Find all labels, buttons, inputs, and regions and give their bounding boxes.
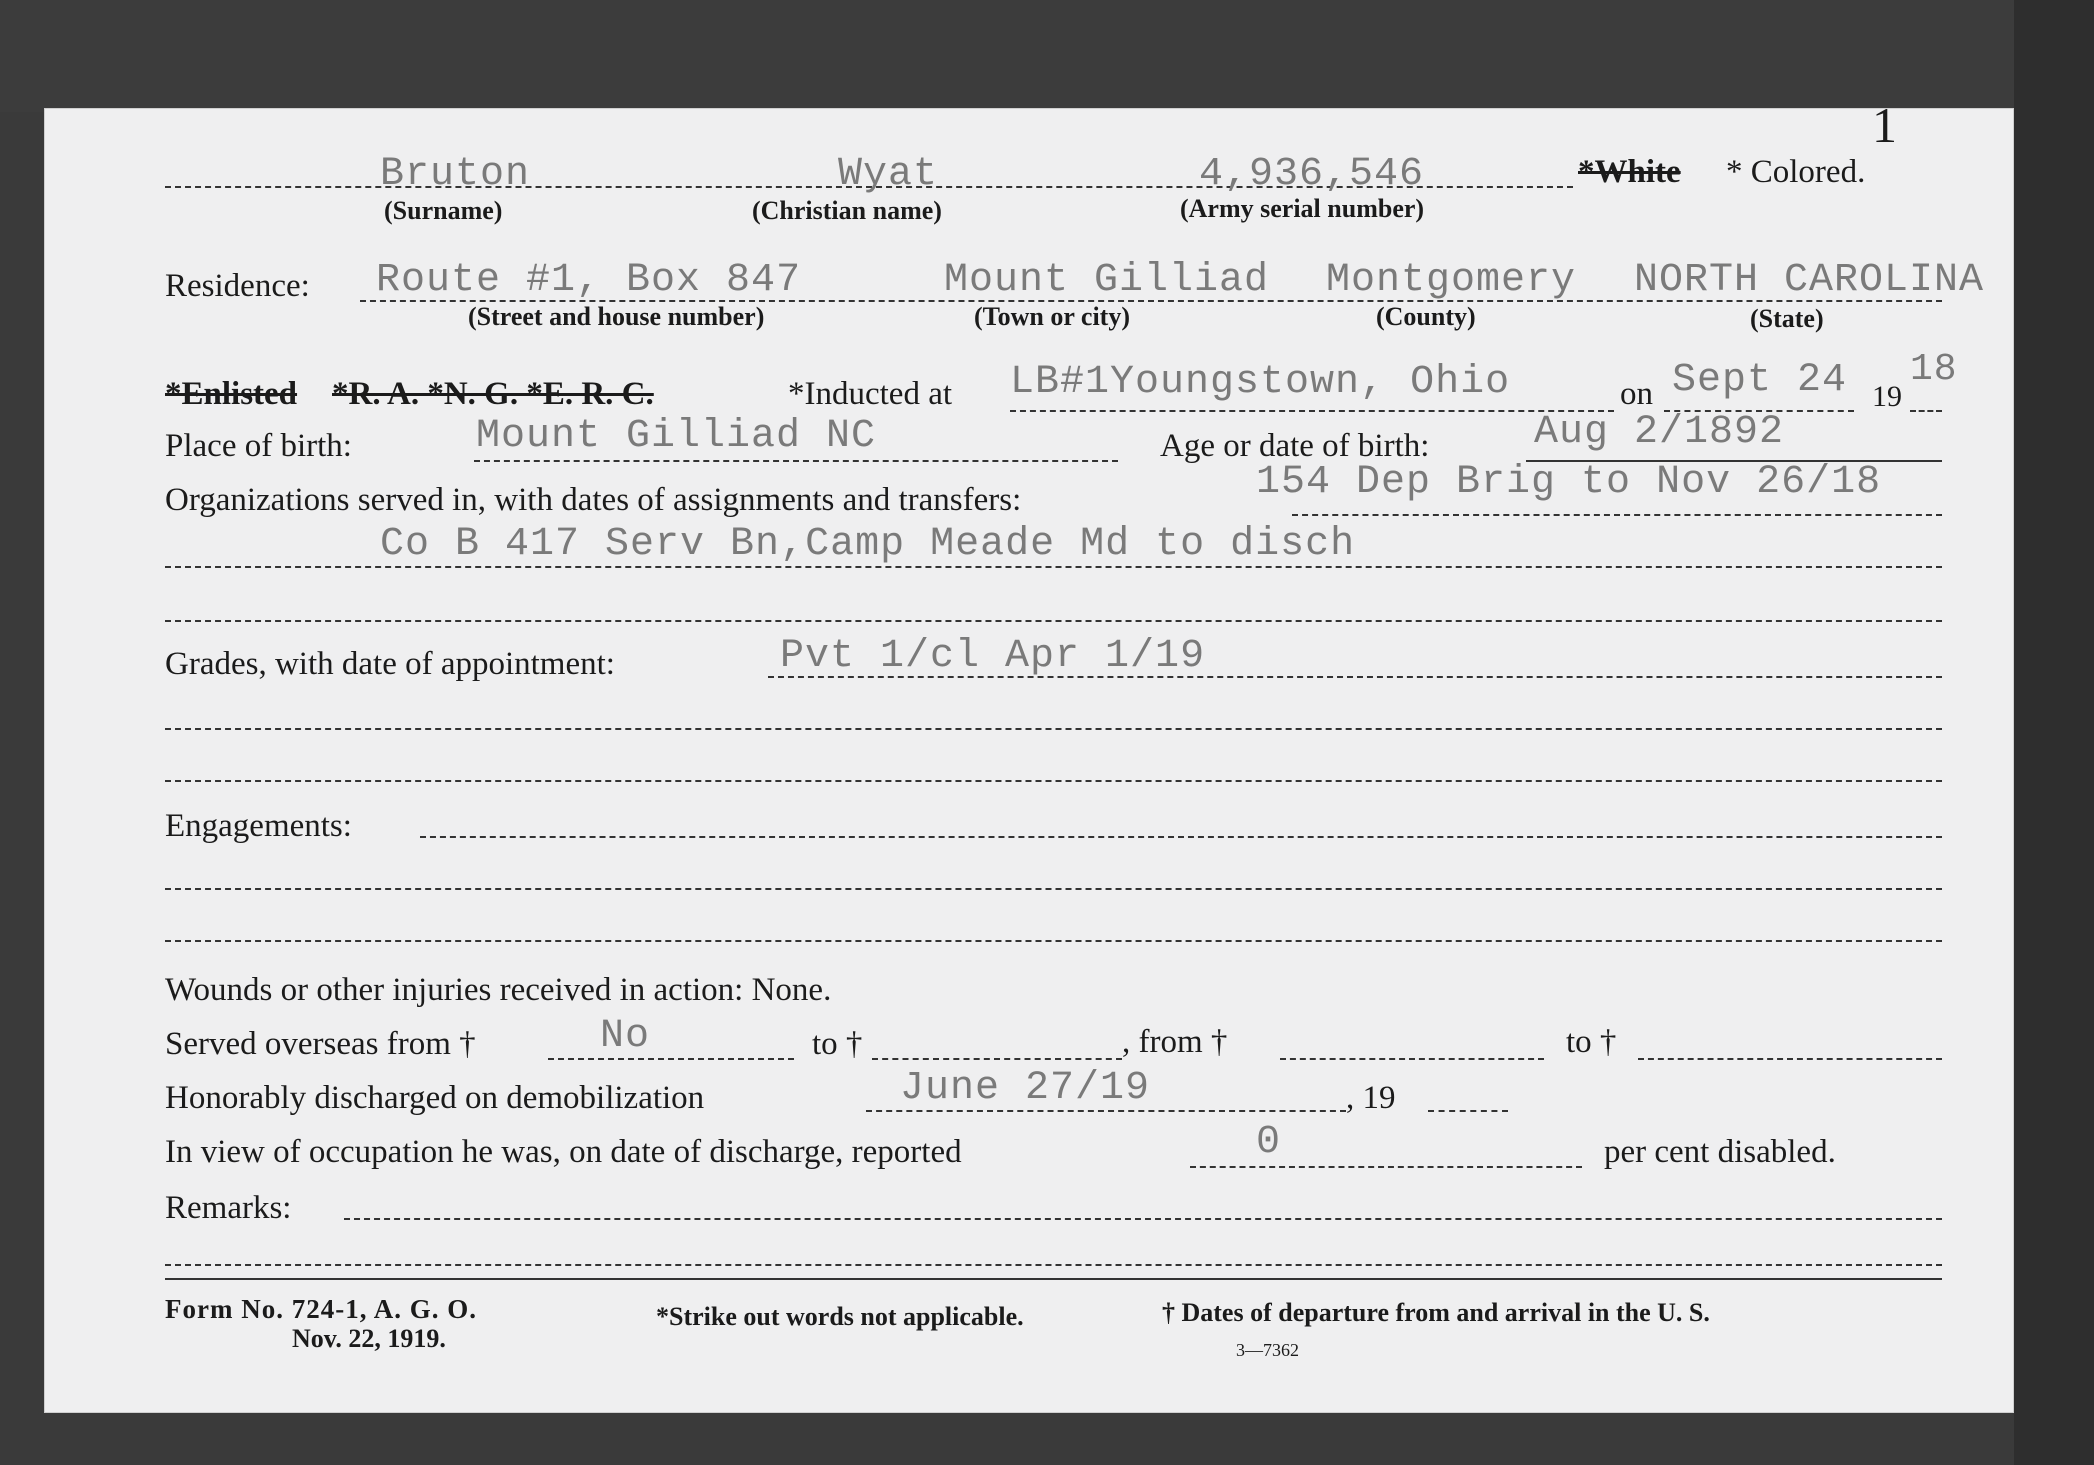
- component-label: *R. A. *N. G. *E. R. C.: [332, 376, 654, 412]
- on-label: on: [1620, 376, 1653, 412]
- grades-label: Grades, with date of appointment:: [165, 646, 615, 682]
- strike-note: *Strike out words not applicable.: [656, 1302, 1024, 1331]
- race-colored-label: * Colored.: [1726, 154, 1866, 190]
- induction-date: Sept 24: [1672, 358, 1848, 403]
- inducted-at-value: LB#1Youngstown, Ohio: [1010, 360, 1511, 405]
- residence-state: NORTH CAROLINA: [1634, 258, 1985, 303]
- town-caption: (Town or city): [974, 302, 1130, 331]
- inducted-at-underline: [1010, 410, 1614, 412]
- overseas-to-underline: [872, 1058, 1122, 1060]
- grades-underline-2: [165, 728, 1942, 730]
- disability-label: In view of occupation he was, on date of discharge, reported: [165, 1134, 962, 1170]
- state-caption: (State): [1750, 304, 1824, 333]
- race-white-label: *White: [1578, 154, 1681, 190]
- age-label: Age or date of birth:: [1160, 428, 1430, 464]
- engagements-underline-3: [165, 940, 1942, 942]
- organizations-underline-3: [165, 620, 1942, 622]
- engagements-label: Engagements:: [165, 808, 352, 844]
- remarks-label: Remarks:: [165, 1190, 292, 1226]
- place-of-birth-value: Mount Gilliad NC: [476, 414, 877, 459]
- overseas-value: No: [600, 1014, 651, 1059]
- disability-underline: [1190, 1166, 1582, 1168]
- print-code: 3—7362: [1236, 1340, 1299, 1360]
- induction-year-prefix: 19: [1872, 380, 1902, 413]
- residence-county: Montgomery: [1326, 258, 1577, 303]
- christian-name-caption: (Christian name): [752, 196, 942, 225]
- christian-name-value: Wyat: [838, 152, 939, 197]
- residence-street: Route #1, Box 847: [376, 258, 802, 303]
- date-of-birth-value: Aug 2/1892: [1534, 410, 1785, 455]
- form-date: Nov. 22, 1919.: [292, 1324, 446, 1353]
- overseas-from2-label: , from †: [1122, 1024, 1228, 1060]
- residence-town: Mount Gilliad: [944, 258, 1270, 303]
- residence-label: Residence:: [165, 268, 310, 304]
- wounds-text: Wounds or other injuries received in action: None.: [165, 972, 832, 1008]
- engagements-underline-2: [165, 888, 1942, 890]
- organizations-label: Organizations served in, with dates of assignments and transfers:: [165, 482, 1022, 518]
- inducted-at-label: *Inducted at: [788, 376, 953, 412]
- organizations-line-2: Co B 417 Serv Bn,Camp Meade Md to disch: [380, 522, 1356, 567]
- surname-caption: (Surname): [384, 196, 503, 225]
- serial-number-value: 4,936,546: [1199, 152, 1425, 197]
- overseas-from-underline: [548, 1058, 794, 1060]
- dates-note: † Dates of departure from and arrival in the U. S.: [1162, 1298, 1710, 1327]
- background-top: [0, 0, 2094, 112]
- organizations-line-1: 154 Dep Brig to Nov 26/18: [1256, 460, 1882, 505]
- overseas-from-label: Served overseas from †: [165, 1026, 476, 1062]
- street-caption: (Street and house number): [468, 302, 765, 331]
- grades-underline-3: [165, 780, 1942, 782]
- overseas-to-label: to †: [812, 1026, 863, 1062]
- place-of-birth-label: Place of birth:: [165, 428, 352, 464]
- surname-value: Bruton: [380, 152, 531, 197]
- disability-suffix: per cent disabled.: [1604, 1134, 1836, 1170]
- overseas-from2-underline: [1280, 1058, 1544, 1060]
- form-number: Form No. 724-1, A. G. O.: [165, 1294, 477, 1324]
- card-number: 1: [1872, 97, 1897, 153]
- induction-year-underline: [1910, 410, 1942, 412]
- remarks-underline-1: [344, 1218, 1942, 1220]
- overseas-to2-underline: [1638, 1058, 1942, 1060]
- service-record-card: [44, 97, 2014, 1413]
- discharge-date: June 27/19: [900, 1066, 1151, 1111]
- grades-value: Pvt 1/cl Apr 1/19: [780, 634, 1206, 679]
- discharge-year-underline: [1428, 1110, 1508, 1112]
- footer-rule: [165, 1278, 1942, 1280]
- background-right: [2014, 0, 2094, 1465]
- remarks-underline-2: [165, 1264, 1942, 1266]
- disability-value: 0: [1256, 1120, 1282, 1165]
- county-caption: (County): [1376, 302, 1476, 331]
- place-of-birth-underline: [474, 460, 1118, 462]
- enlisted-label: *Enlisted: [165, 376, 298, 412]
- organizations-underline-1: [1292, 514, 1942, 516]
- discharge-year-label: , 19: [1346, 1080, 1396, 1116]
- discharge-label: Honorably discharged on demobilization: [165, 1080, 705, 1116]
- induction-year-suffix: 18: [1910, 348, 1958, 391]
- engagements-underline-1: [420, 836, 1942, 838]
- overseas-to2-label: to †: [1566, 1024, 1617, 1060]
- serial-number-caption: (Army serial number): [1180, 194, 1425, 223]
